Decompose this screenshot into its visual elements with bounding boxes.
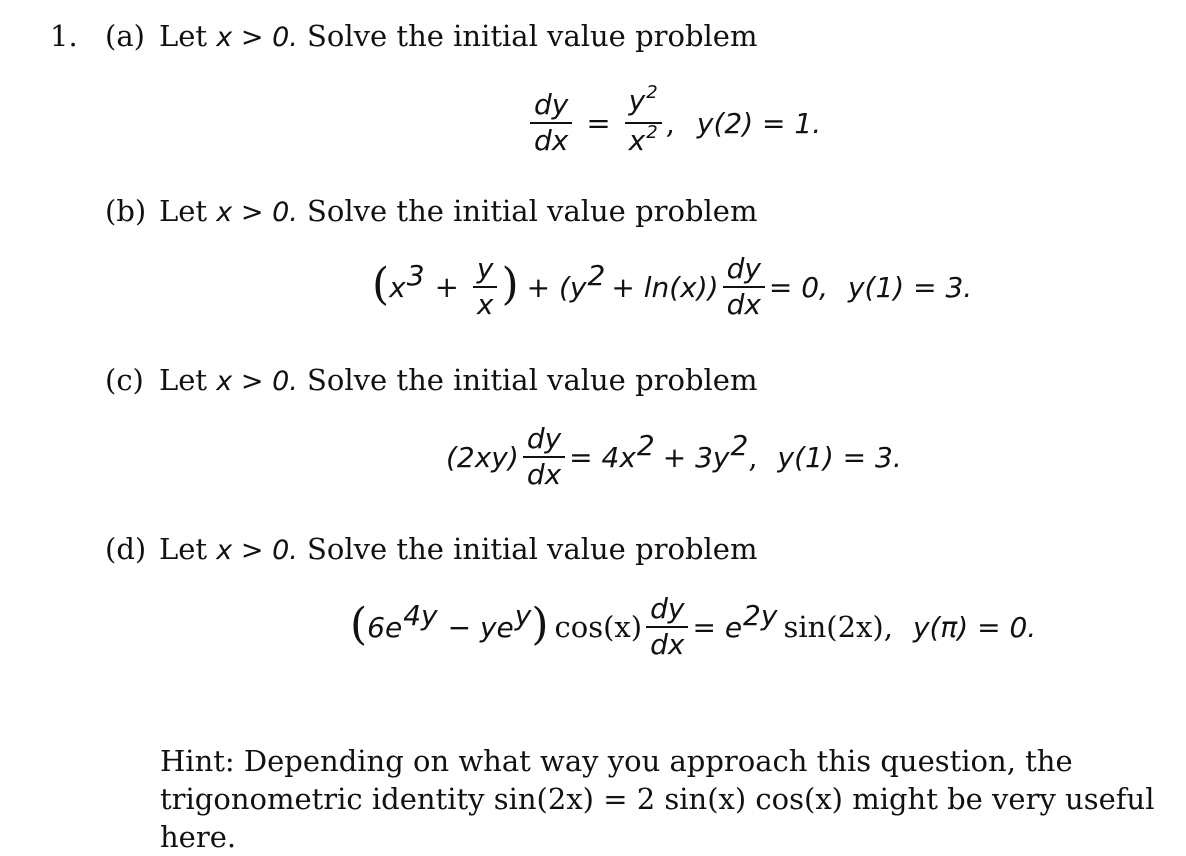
part-a-equation: $\frac{dy}{dx}$ = $\frac{y^2}{x^2}$ , y(2) = 1.: [526, 86, 821, 160]
part-a-derivative: $\frac{dy}{dx}$: [530, 90, 572, 156]
part-b-initial-condition: y(1) = 3.: [847, 270, 973, 304]
part-a-prompt: [105, 16, 757, 58]
part-b-prompt: [105, 191, 757, 233]
part-c-derivative: $\frac{dy}{dx}$: [523, 424, 565, 490]
part-b-instruction: Solve the initial value problem: [307, 194, 758, 228]
part-a-rhs-fraction: $\frac{y^2}{x^2}$: [625, 86, 662, 160]
part-d-initial-condition: y(π) = 0.: [912, 610, 1037, 644]
hint-text: Hint: Depending on what way you approach this question, the trigonometric identity sin(2x) = 2 sin(x) cos(x) might be very useful here.: [160, 744, 1155, 854]
part-a-label: (a): [105, 19, 145, 53]
part-b-equation: ( x 3 + $\frac{y}{x}$ ) + (y 2 + ln(x)) $\frac{dy}{dx}$ = 0, y(1) = 3.: [372, 252, 973, 321]
part-c-instruction: Solve the initial value problem: [307, 363, 758, 397]
part-d-label: (d): [105, 532, 147, 566]
part-a-condition: x > 0.: [216, 22, 298, 53]
part-a-instruction: Solve the initial value problem: [307, 19, 758, 53]
part-d-condition: x > 0.: [216, 535, 298, 566]
part-c-let: Let: [159, 363, 208, 397]
part-d-prompt: [105, 529, 757, 571]
part-a-initial-condition: y(2) = 1.: [696, 106, 822, 140]
part-a-let: Let: [159, 19, 208, 53]
question-number: 1.: [50, 19, 78, 53]
part-b-condition: x > 0.: [216, 197, 298, 228]
part-d-derivative: $\frac{dy}{dx}$: [646, 594, 688, 660]
part-c-prompt: [105, 360, 757, 402]
part-d-let: Let: [159, 532, 208, 566]
part-c-condition: x > 0.: [216, 366, 298, 397]
part-b-inner-fraction: $\frac{y}{x}$: [473, 254, 498, 320]
part-c-label: (c): [105, 363, 144, 397]
part-c-equation: (2xy) $\frac{dy}{dx}$ = 4x 2 + 3y 2 , y(1) = 3.: [446, 422, 902, 491]
part-b-let: Let: [159, 194, 208, 228]
part-b-label: (b): [105, 194, 147, 228]
part-d-equation: ( 6e 4y − ye y ) cos(x) $\frac{dy}{dx}$ = e 2y sin(2x), y(π) = 0.: [350, 592, 1037, 661]
part-b-derivative: $\frac{dy}{dx}$: [723, 254, 765, 320]
part-c-initial-condition: y(1) = 3.: [777, 440, 902, 474]
part-d-instruction: Solve the initial value problem: [307, 532, 758, 566]
